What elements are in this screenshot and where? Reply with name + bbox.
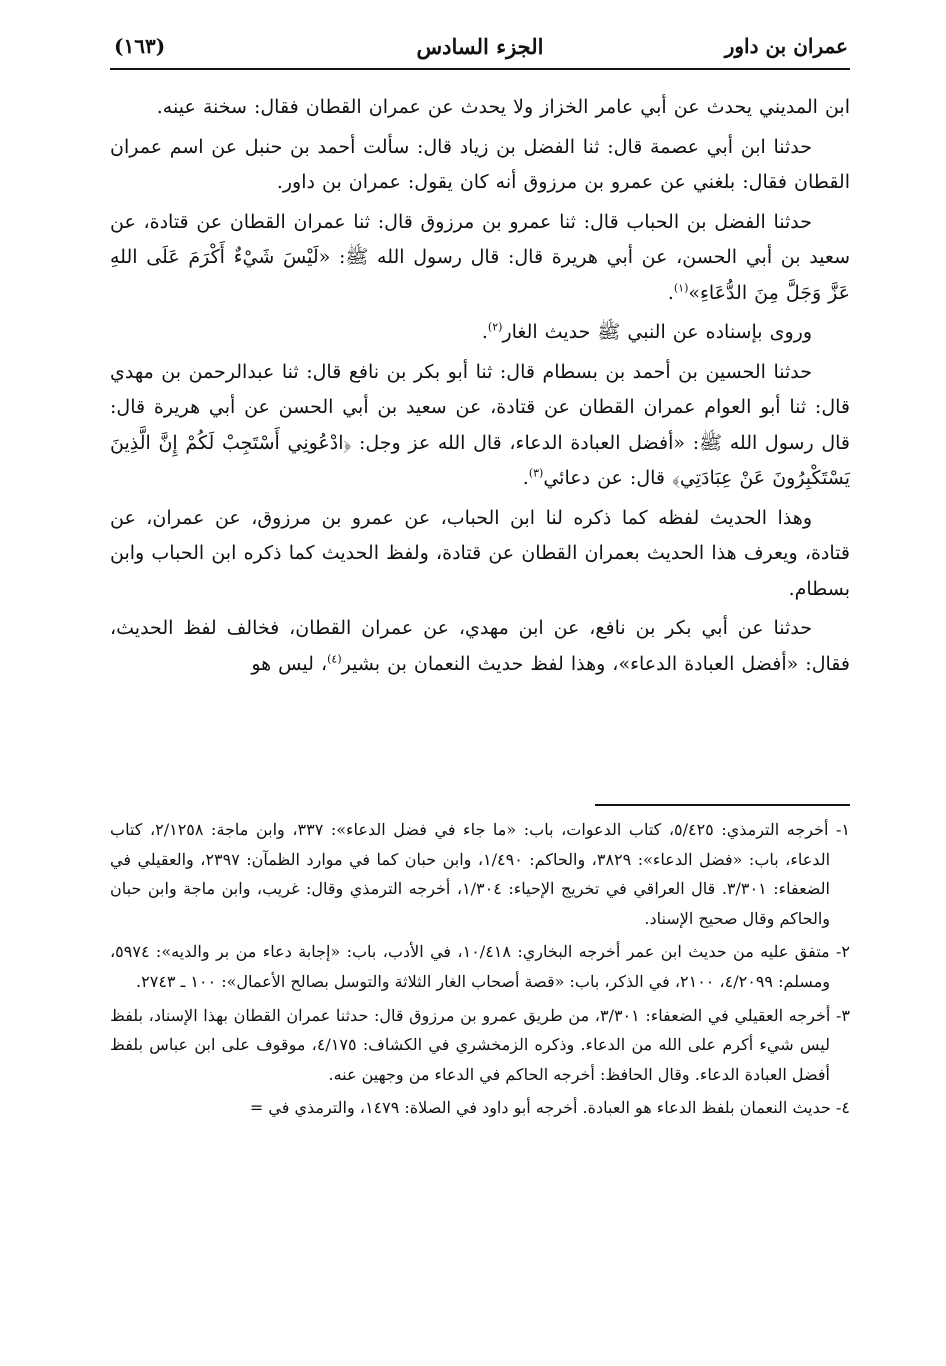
footnote-separator	[595, 804, 850, 806]
footnote-ref-2: (٢)	[487, 320, 503, 334]
running-title-author: عمران بن داور	[724, 34, 848, 58]
footnote-text: أخرجه العقيلي في الضعفاء: ٣/٣٠١، من طريق عمرو بن مرزوق قال: حدثنا عمران القطان بهذا الإسناد، بلفظ ليس شيء أكرم على الله من الدعاء. وذكره الزمخشري في الكشاف: ٤/١٧٥، موقوف على ابن عباس بلفظ أفضل العبادة الدعاء. وقال الحافظ: أخرجه الحاكم في الدعاء من وجهين عنه.	[110, 1005, 831, 1084]
paragraph-1: ابن المديني يحدث عن أبي عامر الخزاز ولا يحدث عن عمران القطان فقال: سخنة عينه.	[156, 96, 850, 118]
paragraph-3	[110, 205, 850, 312]
footnote-marker: ١-	[836, 820, 850, 839]
footnote-1	[110, 815, 850, 933]
footnote-2	[110, 937, 850, 996]
footnote-3	[110, 1001, 850, 1090]
paragraph-4-end: .	[481, 321, 488, 343]
page-number: (١٦٣)	[114, 34, 166, 58]
footnote-ref-4: (٤)	[327, 652, 342, 666]
footnote-text: متفق عليه من حديث ابن عمر أخرجه البخاري: ١٠/٤١٨، في الأدب، باب: «إجابة دعاء من بر والديه»: ٥٩٧٤، ومسلم: ٤/٢٠٩٩، ٢١٠٠، في الذكر، باب: «قصة أصحاب الغار الثلاثة والتوسل بصالح الأعمال»: ١٠٠ ـ ٢٧٤٣.	[110, 942, 830, 991]
paragraph-5	[110, 355, 850, 497]
paragraph-6: وهذا الحديث لفظه كما ذكره لنا ابن الحباب، عن عمرو بن مرزوق، عن عمران، عن قتادة، ويعرف هذا الحديث بعمران القطان عن قتادة، ولفظ الحديث كما ذكره ابن الحباب وابن بسطام.	[110, 506, 850, 600]
footnotes	[110, 815, 850, 1127]
paragraph-5-end: .	[522, 467, 529, 489]
main-text	[110, 90, 850, 686]
paragraph-4-text: وروى بإسناده عن النبي ﷺ حديث الغار	[502, 321, 812, 343]
paragraph-3-text: حدثنا الفضل بن الحباب قال: ثنا عمرو بن مرزوق قال: ثنا عمران القطان عن قتادة، عن سعيد بن أبي الحسن، عن أبي هريرة قال: قال رسول الله ﷺ: «لَيْسَ شَيْءٌ أَكْرَمَ عَلَى اللهِ عَزَّ وَجَلَّ مِنَ الدُّعَاءِ»	[110, 210, 850, 304]
running-title-volume: الجزء السادس	[416, 34, 544, 59]
footnote-marker: ٤-	[836, 1098, 850, 1118]
paragraph-7	[110, 611, 850, 682]
paragraph-3-end: .	[667, 281, 674, 304]
paragraph-5-text: حدثنا الحسين بن أحمد بن بسطام قال: ثنا أبو بكر بن نافع قال: ثنا عبدالرحمن بن مهدي قال: ثنا أبو العوام عمران القطان عن قتادة، عن سعيد بن أبي الحسن عن أبي هريرة قال: قال رسول الله ﷺ: «أفضل العبادة الدعاء، قال الله عز وجل: ﴿ادْعُونِي أَسْتَجِبْ لَكُمْ إِنَّ الَّذِينَ يَسْتَكْبِرُونَ عَنْ عِبَادَتِي﴾ قال: عن دعائي	[110, 360, 850, 489]
footnote-ref-3: (٣)	[528, 466, 544, 480]
footnote-marker: ٢-	[836, 942, 851, 962]
footnote-text: أخرجه الترمذي: ٥/٤٢٥، كتاب الدعوات، باب: «ما جاء في فضل الدعاء»: ٣٣٧، وابن ماجة: ٢/١٢٥٨، كتاب الدعاء، باب: «فضل الدعاء»: ٣٨٢٩، والحاكم: ١/٤٩٠، وابن حبان كما في موارد الظمآن: ٢٣٩٧، والعقيلي في الضعفاء: ٣/٣٠١. قال العراقي في تخريج الإحياء: ١/٣٠٤، أخرجه الترمذي وقال: غريب، وابن ماجة وابن حبان والحاكم وقال صحيح الإسناد.	[110, 820, 831, 928]
footnote-marker: ٣-	[836, 1005, 850, 1025]
footnote-4	[110, 1093, 850, 1123]
paragraph-7-tail: ، ليس هو	[251, 652, 328, 675]
paragraph-7-text: حدثنا عن أبي بكر بن نافع، عن ابن مهدي، عن عمران القطان، فخالف لفظ الحديث، فقال: «أفضل العبادة الدعاء»، وهذا لفظ حديث النعمان بن بشير	[110, 617, 850, 675]
footnote-ref-1: (١)	[673, 281, 689, 295]
paragraph-2: حدثنا ابن أبي عصمة قال: ثنا الفضل بن زياد قال: سألت أحمد بن حنبل عن اسم عمران القطان فقال: بلغني عن عمرو بن مرزوق أنه كان يقول: عمران بن داور.	[110, 135, 850, 193]
page-header	[110, 28, 850, 70]
footnote-text: حديث النعمان بلفظ الدعاء هو العبادة. أخرجه أبو داود في الصلاة: ١٤٧٩، والترمذي في =	[249, 1098, 831, 1118]
paragraph-4	[110, 315, 850, 351]
